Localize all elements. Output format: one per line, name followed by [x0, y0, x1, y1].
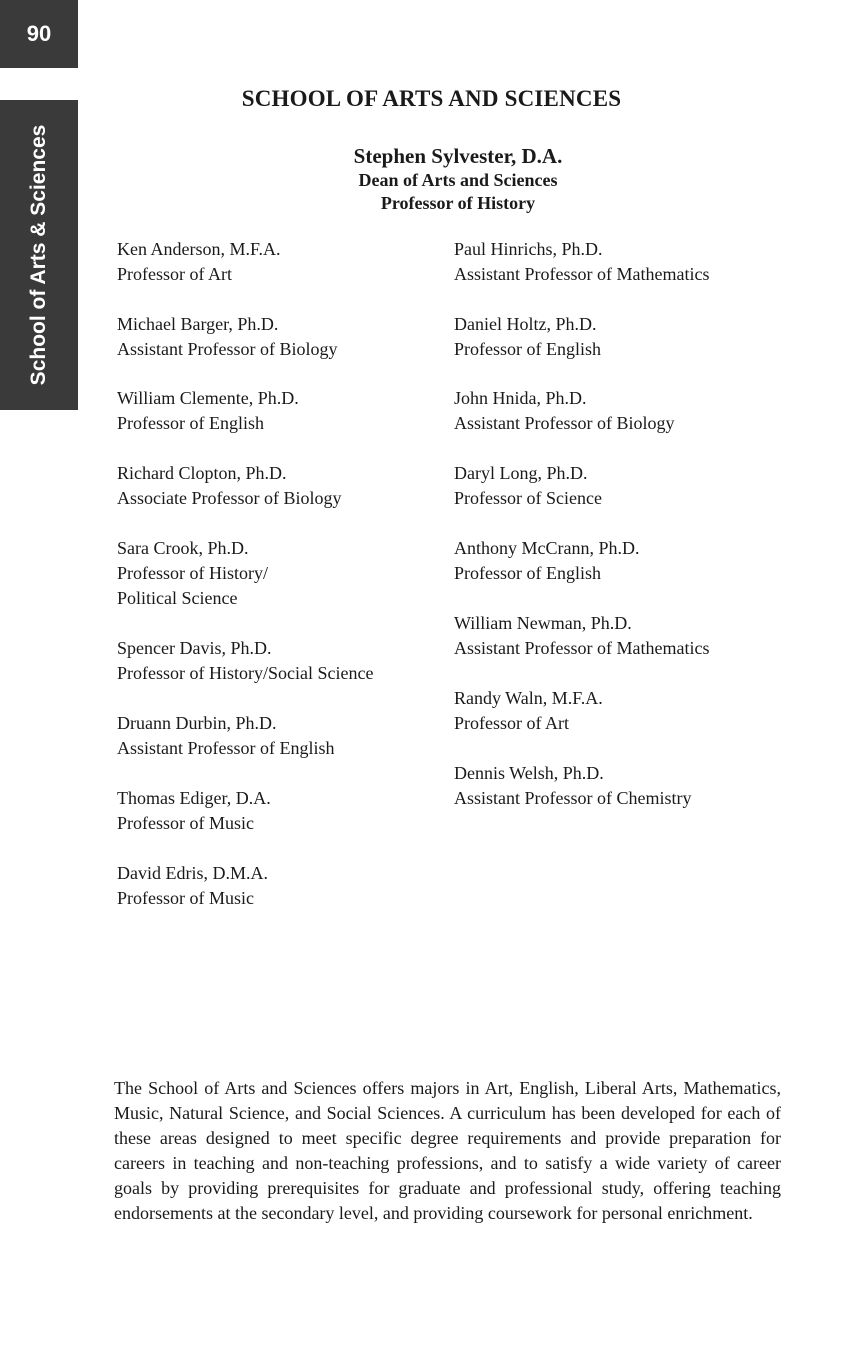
faculty-title: Assistant Professor of Mathematics: [454, 264, 710, 284]
section-tab-label: School of Arts & Sciences: [27, 124, 50, 386]
faculty-name: Spencer Davis, Ph.D.: [117, 638, 272, 658]
page-number-text: 90: [26, 21, 52, 46]
faculty-name: Ken Anderson, M.F.A.: [117, 239, 281, 259]
faculty-name: Richard Clopton, Ph.D.: [117, 463, 287, 483]
intro-paragraph: The School of Arts and Sciences offers majors in Art, English, Liberal Arts, Mathematics, Music, Natural Science, and Social Sciences. A curriculum has been developed for each of these areas designed to meet specific degree requirements and provide preparation for careers in teaching and non-teaching professions, and to satisfy a wide variety of career goals by providing prerequisites for graduate and professional study, offering teaching endorsements at the secondary level, and providing coursework for personal enrichment.: [114, 1078, 781, 1223]
faculty-entry: [454, 312, 601, 362]
faculty-name: David Edris, D.M.A.: [117, 863, 268, 883]
faculty-entry: [454, 536, 640, 586]
faculty-title: Professor of English: [454, 563, 601, 583]
faculty-entry: [454, 686, 603, 736]
faculty-name: Daryl Long, Ph.D.: [454, 463, 588, 483]
faculty-name: John Hnida, Ph.D.: [454, 388, 587, 408]
faculty-entry: [117, 861, 268, 911]
faculty-entry: [454, 611, 709, 661]
faculty-title: Assistant Professor of Biology: [454, 413, 675, 433]
faculty-title: Professor of English: [117, 413, 264, 433]
faculty-title: Professor of History/: [117, 563, 268, 583]
faculty-name: William Newman, Ph.D.: [454, 613, 632, 633]
faculty-entry: [454, 761, 692, 811]
section-tab: [0, 100, 78, 410]
faculty-name: Daniel Holtz, Ph.D.: [454, 314, 597, 334]
faculty-title: Professor of Music: [117, 888, 254, 908]
faculty-name: Dennis Welsh, Ph.D.: [454, 763, 604, 783]
faculty-name: Anthony McCrann, Ph.D.: [454, 538, 640, 558]
faculty-entry: [117, 237, 281, 287]
faculty-title: Professor of Art: [117, 264, 232, 284]
faculty-entry: [117, 386, 299, 436]
faculty-name: William Clemente, Ph.D.: [117, 388, 299, 408]
faculty-title: Professor of Music: [117, 813, 254, 833]
faculty-name: Paul Hinrichs, Ph.D.: [454, 239, 603, 259]
faculty-name: Randy Waln, M.F.A.: [454, 688, 603, 708]
faculty-title: Assistant Professor of Mathematics: [454, 638, 710, 658]
faculty-entry: [454, 461, 602, 511]
faculty-entry: [117, 636, 373, 686]
dean-subtitle: Professor of History: [380, 193, 536, 213]
dean-name: Stephen Sylvester, D.A.: [353, 144, 563, 168]
faculty-title: Professor of History/Social Science: [117, 663, 374, 683]
faculty-entry: [117, 536, 268, 611]
faculty-title: Assistant Professor of English: [117, 738, 335, 758]
faculty-entry: [117, 711, 335, 761]
faculty-title: Assistant Professor of Chemistry: [454, 788, 692, 808]
faculty-name: Thomas Ediger, D.A.: [117, 788, 271, 808]
faculty-entry: [117, 786, 271, 836]
faculty-title: Assistant Professor of Biology: [117, 339, 338, 359]
faculty-entry: [454, 386, 675, 436]
faculty-entry: [117, 312, 338, 362]
dean-block: [248, 143, 668, 215]
faculty-name: Druann Durbin, Ph.D.: [117, 713, 277, 733]
faculty-title-continued: Political Science: [117, 588, 238, 608]
dean-title: Dean of Arts and Sciences: [358, 170, 558, 190]
page-number: [0, 0, 78, 68]
faculty-title: Professor of English: [454, 339, 601, 359]
faculty-title: Professor of Art: [454, 713, 569, 733]
faculty-title: Professor of Science: [454, 488, 602, 508]
page-title: SCHOOL OF ARTS AND SCIENCES: [241, 86, 622, 111]
faculty-entry: [454, 237, 709, 287]
faculty-entry: [117, 461, 341, 511]
faculty-name: Michael Barger, Ph.D.: [117, 314, 279, 334]
faculty-title: Associate Professor of Biology: [117, 488, 342, 508]
faculty-name: Sara Crook, Ph.D.: [117, 538, 249, 558]
